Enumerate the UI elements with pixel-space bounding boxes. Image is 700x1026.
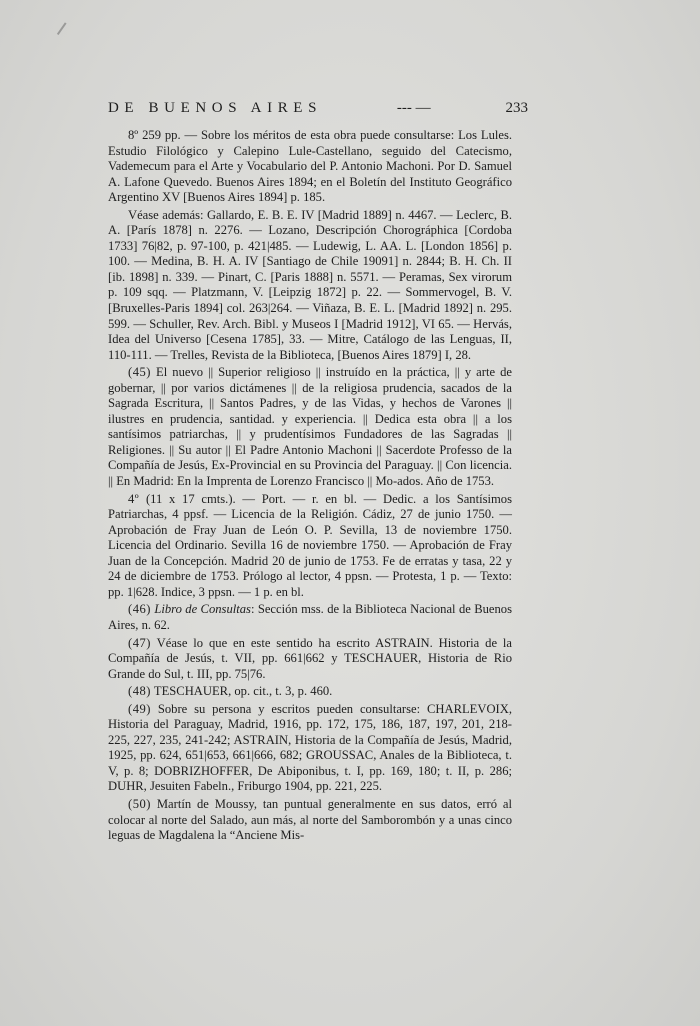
pencil-mark: [57, 22, 73, 39]
format-label: 4º: [128, 491, 140, 506]
running-title: DE BUENOS AIRES: [108, 100, 323, 116]
paragraph: [108, 208, 512, 363]
note-text: El nuevo || Superior religioso || instruído en la práctica, || y arte de gobernar, || por varios dictámenes || de la religiosa prudencia, sacados de la Sagrada Escritura, || Santos Padres, y de las Vidas, y hechos de Varones || ilustres en prudencia, santidad. y experiencia. || Dedica esta obra || a los santísimos patriarchas, || y prudentísimos Fundadores de las Sagradas || Religiones. || Su autor || El Padre Antonio Machoni || Sacerdote Professo de la Compañía de Jesús, Ex-Provincial en su Provincia del Paraguay. || Con licencia. || En Madrid: En la Imprenta de Lorenzo Francisco || Mo-ados. Año de 1753.: [108, 365, 512, 489]
note-text: TESCHAUER, op. cit., t. 3, p. 460.: [153, 684, 333, 699]
page-body: [108, 128, 512, 846]
note-46: [108, 602, 512, 633]
paragraph-text: 8º 259 pp. — Sobre los méritos de esta obra puede consultarse: Los Lules. Estudio Filológico y Calepino Lule-Castellano, seguido del Catecismo, Vademecum para el Arte y Vocabulario del P. Antonio Machoni. Por D. Samuel A. Lafone Quevedo. Buenos Aires 1894; en el Boletín del Instituto Geográfico Argentino XV [Buenos Aires 1894] p. 185.: [108, 128, 512, 205]
note-number: (45): [128, 365, 151, 380]
note-title: Libro de Consultas: [154, 602, 251, 617]
note-text: Véase lo que en este sentido ha escrito ASTRAIN. Historia de la Compañía de Jesús, t. VII, pp. 661|662 y TESCHAUER, Historia de Rio Grande do Sul, t. III, pp. 75|76.: [108, 635, 513, 681]
paragraph-text: Véase además: Gallardo, E. B. E. IV [Madrid 1889] n. 4467. — Leclerc, B. A. [París 1878] n. 2276. — Lozano, Descripción Chorográphica [Cordoba 1733] 76|82, p. 97-100, p. 421|485. — Ludewig, L. AA. L. [London 1856] p. 100. — Medina, B. H. A. IV [Santiago de Chile 19091] n. 2844; B. H. Ch. II [ib. 1898] n. 339. — Pinart, C. [Paris 1888] n. 5571. — Peramas, Sex virorum p. 109 sqq. — Platzmann, V. [Leipzig 1872] p. 22. — Sommervogel, B. V. [Bruxelles-Paris 1894] col. 263|264. — Viñaza, B. E. L. [Madrid 1892] n. 295. 599. — Schuller, Rev. Arch. Bibl. y Museos I [Madrid 1912], VI 65. — Hervás, Idea del Universo [Cesena 1785], 33. — Mitre, Catálogo de las Lenguas, II, 110-111. — Trelles, Revista de la Biblioteca, [Buenos Aires 1879] I, 28.: [108, 207, 512, 362]
note-number: (48): [128, 684, 151, 699]
paragraph-text: (11 x 17 cmts.). — Port. — r. en bl. — Dedic. a los Santísimos Patriarchas, 4 ppsf. — Licencia de la Religión. Cádiz, 27 de junio 1750. — Aprobación de Fray Juan de León O. P. Sevilla, 13 de noviembre 1750. Licencia del Ordinario. Sevilla 16 de noviembre 1750. — Aprobación de Fray Juan de la Concepción. Madrid 20 de junio de 1753. Fe de erratas y tasa, 22 y 24 de diciembre de 1753. Prólogo al lector, 4 ppsn. — Protesta, 1 p. — Texto: pp. 1|628. Indice, 3 ppsn. — 1 p. en bl.: [108, 491, 512, 599]
note-48: [108, 684, 512, 700]
note-text: Sobre su persona y escritos pueden consultarse: CHARLEVOIX, Historia del Paraguay, Madrid, 1916, pp. 172, 175, 186, 187, 197, 201, 218-225, 227, 235, 241-242; ASTRAIN, Historia de la Compañía de Jesús, Madrid, 1925, pp. 624, 651|653, 661|666, 682; GROUSSAC, Anales de la Biblioteca, t. V, p. 8; DOBRIZHOFFER, De Abiponibus, t. I, pp. 169, 180; t. II, p. 286; DUHR, Jesuiten Fabeln., Friburgo 1904, pp. 221, 225.: [108, 701, 512, 794]
note-text: : Sección mss. de la Biblioteca Nacional de Buenos Aires, n. 62.: [108, 602, 512, 632]
paragraph: [108, 128, 512, 206]
note-text: Martín de Moussy, tan puntual generalmente en sus datos, erró al colocar al norte del Salado, aun más, al norte del Samborombón y a unas cinco leguas de Magdalena la “Anciene Mis-: [108, 796, 512, 843]
note-number: (49): [128, 701, 151, 716]
note-number: (50): [128, 796, 151, 811]
running-header: [108, 100, 528, 117]
note-47: [108, 636, 512, 683]
note-50: [108, 797, 512, 844]
note-number: (46): [128, 602, 151, 617]
paragraph: [108, 492, 512, 601]
note-number: (47): [128, 635, 151, 650]
header-dashes: --- —: [396, 100, 431, 116]
note-45: [108, 365, 512, 489]
page-number: 233: [505, 100, 528, 116]
note-49: [108, 702, 512, 795]
